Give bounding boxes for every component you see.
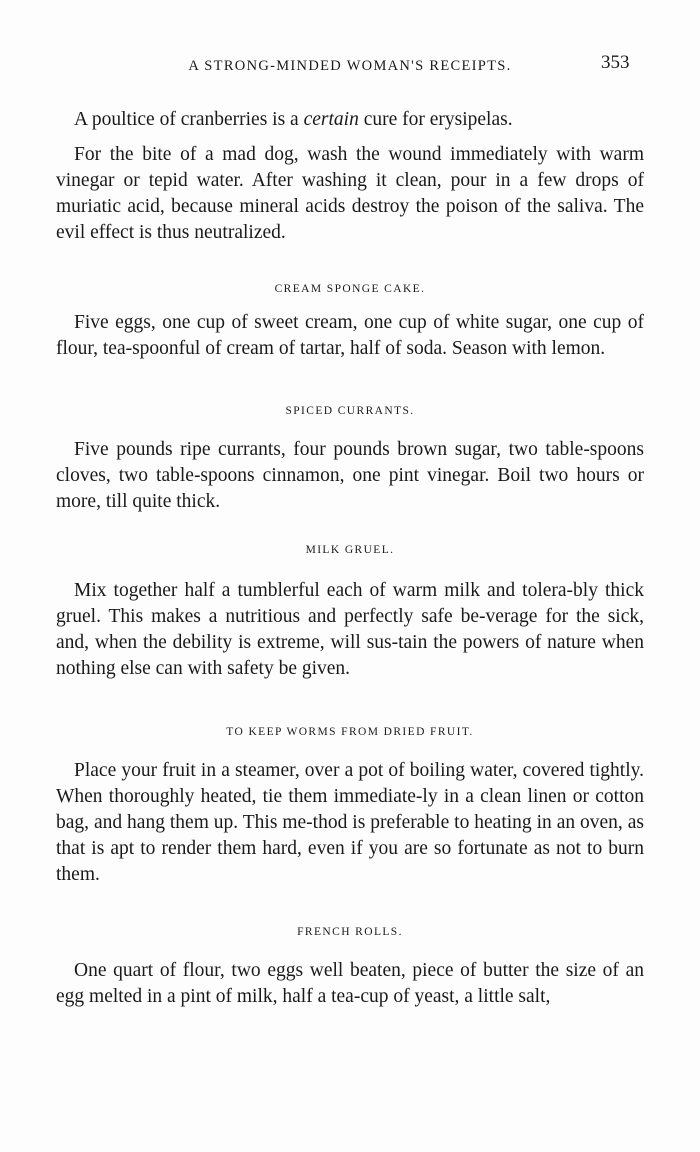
running-title: A STRONG-MINDED WOMAN'S RECEIPTS. xyxy=(188,58,512,74)
keep-worms-heading: TO KEEP WORMS FROM DRIED FRUIT. xyxy=(226,726,474,738)
poultice-text-end: cure for erysipelas. xyxy=(358,109,513,130)
spiced-currants-text: Five pounds ripe currants, four pounds brown sugar, two table-spoons cloves, two table-spoons cinnamon, one pint vinegar. Boil two hours or more, till quite thick. xyxy=(56,439,644,512)
milk-gruel-text: Mix together half a tumblerful each of warm milk and tolera-bly thick gruel. This makes a nutritious and perfectly safe be-verage for the sick, and, when the debility is extreme, will sus-tain the powers of nature when nothing else can with safety be given. xyxy=(56,580,644,679)
poultice-emphasis: certain xyxy=(303,109,359,130)
spiced-currants-paragraph xyxy=(56,437,644,515)
dog-bite-paragraph xyxy=(56,142,644,246)
french-rolls-text: One quart of flour, two eggs well beaten, piece of butter the size of an egg melted in a pint of milk, half a tea-cup of yeast, a little salt, xyxy=(56,960,644,1007)
french-rolls-paragraph xyxy=(56,958,644,1010)
page-number: 353 xyxy=(601,52,630,73)
cream-sponge-cake-heading: CREAM SPONGE CAKE. xyxy=(274,283,426,295)
french-rolls-heading: FRENCH ROLLS. xyxy=(297,926,403,938)
keep-worms-paragraph xyxy=(56,758,644,888)
poultice-paragraph xyxy=(56,107,644,133)
cream-sponge-cake-paragraph xyxy=(56,310,644,362)
keep-worms-text: Place your fruit in a steamer, over a pot of boiling water, covered tightly. When thoroughly heated, tie them immediate-ly in a clean linen or cotton bag, and hang them up. This me-thod is preferable to heating in an oven, as that is apt to render them hard, even if you are so fortunate as not to burn them. xyxy=(56,760,644,885)
poultice-text-start: A poultice of cranberries is a xyxy=(74,109,304,130)
milk-gruel-paragraph xyxy=(56,578,644,682)
milk-gruel-heading: MILK GRUEL. xyxy=(305,544,395,556)
cream-sponge-cake-text: Five eggs, one cup of sweet cream, one cup of white sugar, one cup of flour, tea-spoonful of cream of tartar, half of soda. Season with lemon. xyxy=(56,312,644,359)
spiced-currants-heading: SPICED CURRANTS. xyxy=(285,405,415,417)
dog-bite-text: For the bite of a mad dog, wash the wound immediately with warm vinegar or tepid water. After washing it clean, pour in a few drops of muriatic acid, because mineral acids destroy the poison of the saliva. The evil effect is thus neutralized. xyxy=(56,144,644,243)
